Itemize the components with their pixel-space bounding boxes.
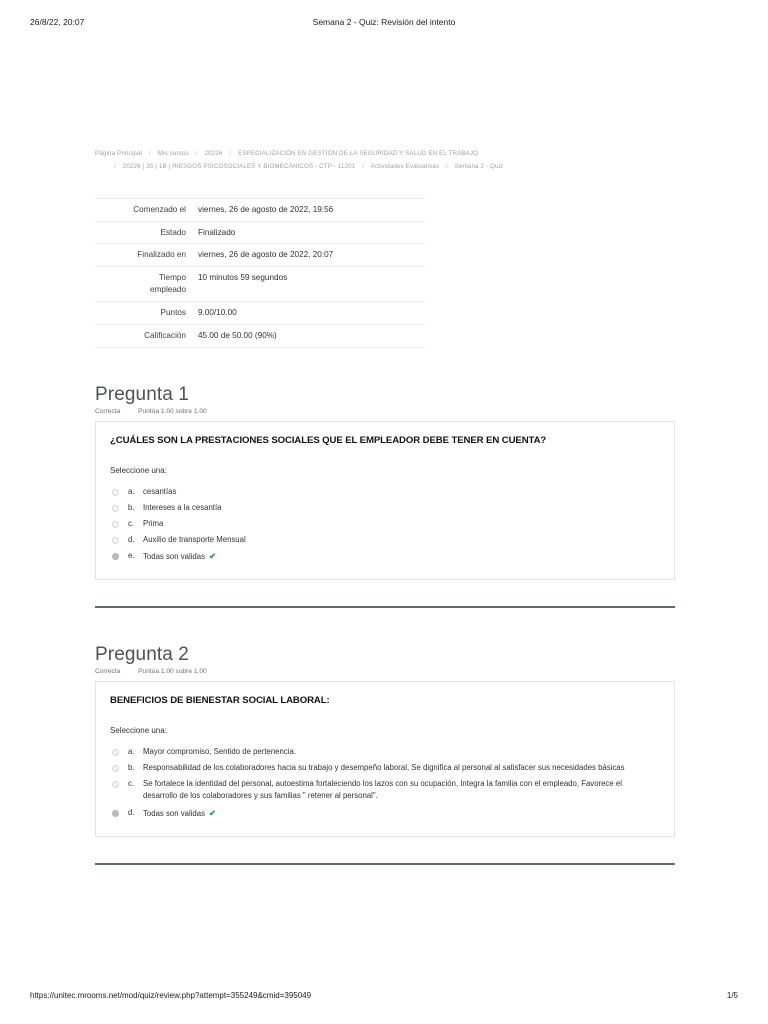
answer-text xyxy=(143,807,660,820)
table-row xyxy=(95,302,425,325)
breadcrumb-item-section[interactable]: Actividades Evaluativas xyxy=(370,162,440,170)
summary-label-text-2: empleado xyxy=(150,285,186,295)
footer-page-number: 1/5 xyxy=(726,991,738,1000)
breadcrumb-item-period[interactable]: 20226 xyxy=(204,150,223,157)
answer-letter: d. xyxy=(128,535,135,545)
table-row xyxy=(95,324,425,347)
question-separator xyxy=(95,863,675,865)
question-prompt: Seleccione una: xyxy=(110,726,167,736)
radio-button-icon[interactable] xyxy=(112,749,119,756)
answer-text: Prima xyxy=(143,518,164,528)
answer-option[interactable] xyxy=(110,548,660,565)
summary-value: viernes, 26 de agosto de 2022, 20:07 xyxy=(195,244,425,267)
summary-value: 9.00/10.00 xyxy=(195,302,425,325)
question-block-1 xyxy=(95,384,675,608)
radio-button-icon[interactable] xyxy=(112,505,119,512)
attempt-summary-table xyxy=(95,198,425,348)
summary-label-text: Comenzado el xyxy=(133,204,186,214)
question-grade: Puntúa 1.00 sobre 1.00 xyxy=(138,668,207,676)
summary-value: viernes, 26 de agosto de 2022, 19:56 xyxy=(195,198,425,221)
answer-text-value: Todas son validas xyxy=(143,552,205,562)
answer-letter: c. xyxy=(128,779,135,789)
table-row xyxy=(95,267,425,302)
question-separator xyxy=(95,606,675,608)
radio-button-icon-selected[interactable] xyxy=(112,810,119,817)
answer-option[interactable] xyxy=(110,532,660,548)
answer-text: cesantías xyxy=(143,486,177,496)
radio-button-icon[interactable] xyxy=(112,489,119,496)
breadcrumb-line-2 xyxy=(95,161,675,174)
answer-option[interactable] xyxy=(110,484,660,500)
answer-letter: a. xyxy=(128,747,135,757)
answer-text: Auxilio de transporte Mensual xyxy=(143,535,246,545)
answer-text-value: Todas son validas xyxy=(143,808,205,818)
answer-text: Mayor compromiso, Sentido de pertenencia. xyxy=(143,747,296,757)
summary-label xyxy=(95,267,195,302)
breadcrumb-item-course[interactable]: 20226 | 25 | 1B | RIESGOS PSICOSOCIALES Y BIOMECÁNICOS - CTP - 11201 xyxy=(122,162,356,170)
footer-url: https://unitec.mrooms.net/mod/quiz/review.php?attempt=355249&cmid=395049 xyxy=(30,991,312,1000)
answer-option[interactable] xyxy=(110,516,660,532)
breadcrumb-separator: / xyxy=(229,150,232,157)
table-row xyxy=(95,198,425,221)
breadcrumb-line-1 xyxy=(95,148,675,161)
breadcrumb-separator: / xyxy=(362,162,365,170)
summary-label-text: Estado xyxy=(160,227,186,237)
print-footer xyxy=(0,991,768,1005)
table-row xyxy=(95,221,425,244)
summary-value: Finalizado xyxy=(195,221,425,244)
question-title: Pregunta 1 xyxy=(95,383,189,405)
breadcrumb-separator: / xyxy=(149,150,151,157)
status-badge: Correcta xyxy=(95,668,121,676)
correct-check-icon: ✔ xyxy=(208,807,217,818)
print-title: Semana 2 - Quiz: Revisión del intento xyxy=(312,17,456,27)
radio-button-icon[interactable] xyxy=(112,765,119,772)
answer-letter: e. xyxy=(128,551,135,561)
breadcrumb-item-home[interactable]: Página Principal xyxy=(95,150,143,157)
summary-value: 45.00 de 50.00 (90%) xyxy=(195,324,425,347)
answer-option[interactable] xyxy=(110,760,660,776)
question-grade: Puntúa 1.00 sobre 1.00 xyxy=(138,407,207,415)
breadcrumb xyxy=(95,148,675,174)
summary-value: 10 minutos 59 segundos xyxy=(195,267,425,302)
radio-button-icon[interactable] xyxy=(112,537,119,544)
answer-option[interactable] xyxy=(110,805,660,822)
summary-label-text: Tiempo xyxy=(159,273,186,283)
question-block-2 xyxy=(95,644,675,864)
question-box xyxy=(95,681,675,836)
summary-label xyxy=(95,198,195,221)
summary-label-text: Puntos xyxy=(160,308,186,318)
question-status-row xyxy=(95,668,675,675)
summary-label xyxy=(95,244,195,267)
print-header xyxy=(0,17,768,31)
answer-text: Se fortalece la identidad del personal, autoestima fortaleciendo los lazos con su ocupación, Integra la familia con el empleado, Favorece el desarrollo de los colaboradores y sus familias " retener al personal". xyxy=(143,779,622,801)
question-title: Pregunta 2 xyxy=(95,644,189,666)
question-box xyxy=(95,421,675,580)
answer-text: Responsabilidad de los colaboradores hacia su trabajo y desempeño laboral, Se dignifica al personal al satisfacer sus necesidades básicas xyxy=(143,763,625,773)
page-content xyxy=(95,148,675,865)
breadcrumb-item-my-courses[interactable]: Mis cursos xyxy=(157,150,189,157)
table-row xyxy=(95,244,425,267)
radio-button-icon[interactable] xyxy=(112,781,119,788)
answer-list xyxy=(110,484,660,565)
breadcrumb-item-quiz[interactable]: Semana 2 - Quiz xyxy=(454,162,504,170)
print-date: 26/8/22, 20:07 xyxy=(30,17,85,27)
status-badge: Correcta xyxy=(95,407,121,415)
summary-label-text: Calificación xyxy=(144,330,186,340)
question-text: BENEFICIOS DE BIENESTAR SOCIAL LABORAL: xyxy=(110,695,330,707)
answer-list xyxy=(110,744,660,821)
answer-text xyxy=(143,550,660,563)
radio-button-icon-selected[interactable] xyxy=(112,553,119,560)
answer-letter: b. xyxy=(128,502,135,512)
question-prompt: Seleccione una: xyxy=(110,465,167,475)
radio-button-icon[interactable] xyxy=(112,521,119,528)
answer-letter: d. xyxy=(128,807,135,817)
answer-letter: b. xyxy=(128,763,135,773)
summary-label xyxy=(95,302,195,325)
answer-text: Intereses a la cesantía xyxy=(143,502,222,512)
breadcrumb-item-program[interactable]: ESPECIALIZACIÓN EN GESTIÓN DE LA SEGURIDAD Y SALUD EN EL TRABAJO xyxy=(238,150,479,157)
breadcrumb-separator: / xyxy=(445,162,448,170)
summary-label xyxy=(95,324,195,347)
answer-letter: a. xyxy=(128,486,135,496)
breadcrumb-separator: / xyxy=(195,150,198,157)
question-text: ¿CUÁLES SON LA PRESTACIONES SOCIALES QUE EL EMPLEADOR DEBE TENER EN CUENTA? xyxy=(110,434,547,446)
breadcrumb-separator: / xyxy=(114,162,116,170)
correct-check-icon: ✔ xyxy=(208,551,217,562)
summary-label xyxy=(95,221,195,244)
answer-option[interactable] xyxy=(110,744,660,760)
answer-option[interactable] xyxy=(110,776,660,804)
answer-option[interactable] xyxy=(110,500,660,516)
summary-label-text: Finalizado en xyxy=(137,250,186,260)
answer-letter: c. xyxy=(128,518,135,528)
question-status-row xyxy=(95,408,675,415)
